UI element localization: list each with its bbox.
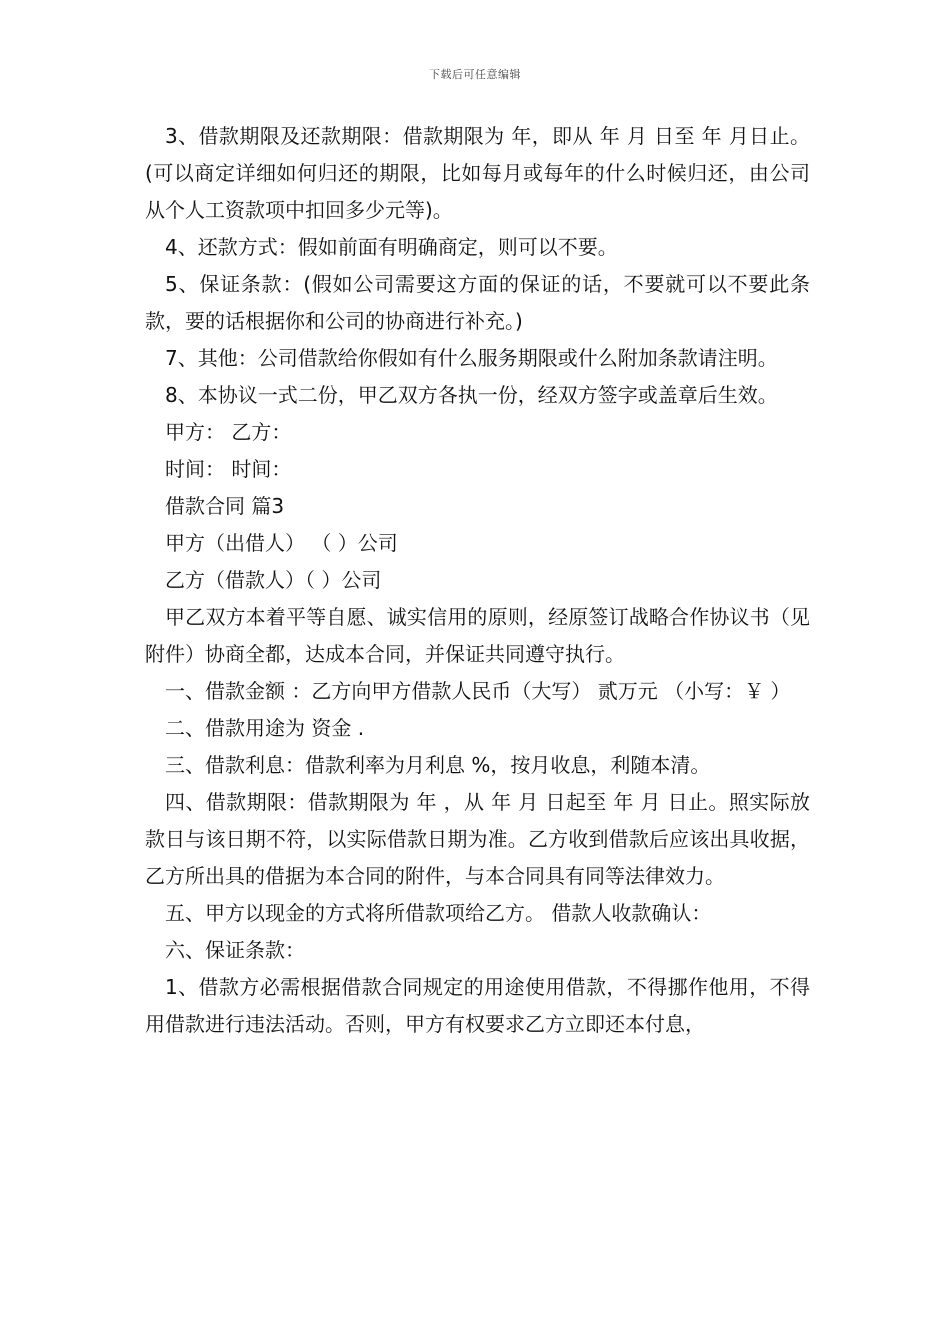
article-6-item-1: 1、借款方必需根据借款合同规定的用途使用借款，不得挪作他用，不得用借款进行违法活动。否则，甲方有权要求乙方立即还本付息， (145, 975, 810, 1036)
article-6-guarantee-heading: 六、保证条款： (165, 938, 305, 962)
document-body (145, 118, 810, 1043)
clause-8-copies: 8、本协议一式二份，甲乙双方各执一份，经双方签字或盖章后生效。 (165, 383, 778, 407)
section-title: 借款合同 篇3 (165, 494, 285, 518)
clause-5-guarantee: 5、保证条款：(假如公司需要这方面的保证的话，不要就可以不要此条款，要的话根据你和公司的协商进行补充。) (145, 272, 810, 333)
article-1-amount: 一、借款金额 ：乙方向甲方借款人民币（大写） 贰万元 （小写：￥ ） (165, 679, 791, 703)
party-b-borrower: 乙方（借款人）（ ）公司 (165, 568, 382, 592)
page-header-note: 下载后可任意编辑 (429, 68, 521, 81)
clause-7-other: 7、其他：公司借款给你假如有什么服务期限或什么附加条款请注明。 (165, 346, 778, 370)
signature-parties: 甲方： 乙方： (165, 420, 292, 444)
preamble: 甲乙双方本着平等自愿、诚实信用的原则，经原签订战略合作协议书（见附件）协商全都，达成本合同，并保证共同遵守执行。 (145, 605, 810, 666)
clause-3-loan-term: 3、借款期限及还款期限：借款期限为 年，即从 年 月 日至 年 月日止。(可以商定详细如何归还的期限，比如每月或每年的什么时候归还，由公司从个人工资款项中扣回多少元等)。 (145, 124, 810, 222)
article-5-disbursement: 五、甲方以现金的方式将所借款项给乙方。 借款人收款确认： (165, 901, 712, 925)
article-2-purpose: 二、借款用途为 资金 . (165, 716, 365, 740)
party-a-lender: 甲方（出借人） （ ）公司 (165, 531, 398, 555)
clause-4-repayment-method: 4、还款方式：假如前面有明确商定，则可以不要。 (165, 235, 618, 259)
article-3-interest: 三、借款利息：借款利率为月利息 %，按月收息，利随本清。 (165, 753, 711, 777)
article-4-term: 四、借款期限：借款期限为 年 ，从 年 月 日起至 年 月 日止。照实际放款日与该日期不符，以实际借款日期为准。乙方收到借款后应该出具收据，乙方所出具的借据为本合同的附件，与本合同具有同等法律效力。 (145, 790, 810, 888)
signature-dates: 时间： 时间： (165, 457, 292, 481)
